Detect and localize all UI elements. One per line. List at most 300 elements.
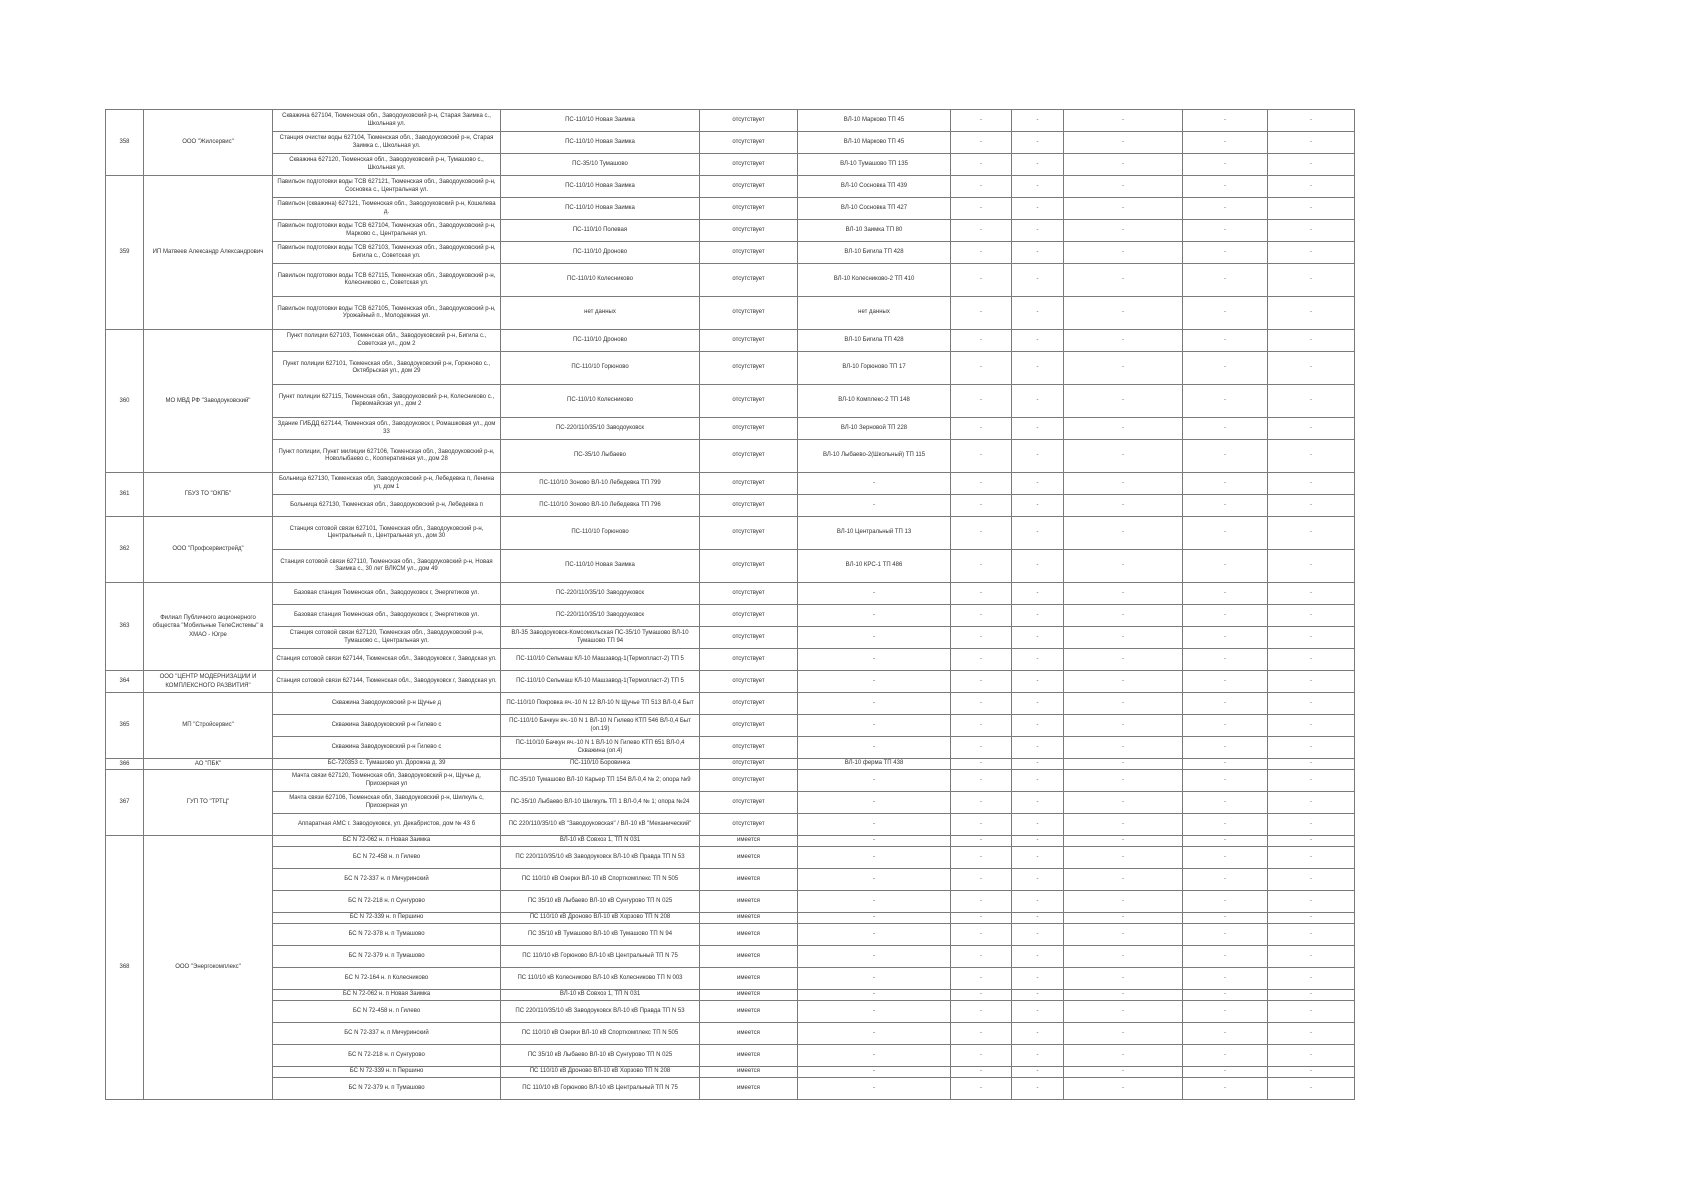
object-address-cell: БС N 72-379 н. п Тумашово xyxy=(273,1078,501,1100)
table-row xyxy=(106,352,1355,385)
substation-cell: ПС 110/10 кВ Колесниково ВЛ-10 кВ Колесниково ТП N 003 xyxy=(501,968,700,990)
empty-dash-cell: - xyxy=(1268,110,1355,132)
empty-dash-cell: - xyxy=(1268,352,1355,385)
empty-dash-cell: - xyxy=(1012,891,1064,913)
table-row xyxy=(106,517,1355,550)
empty-dash-cell: - xyxy=(951,1045,1012,1067)
empty-dash-cell: - xyxy=(1012,352,1064,385)
empty-dash-cell: - xyxy=(1183,1001,1268,1023)
row-number-cell: 363 xyxy=(106,583,144,671)
empty-dash-cell: - xyxy=(1268,385,1355,418)
status-cell: имеется xyxy=(700,913,798,924)
empty-dash-cell: - xyxy=(1183,770,1268,792)
substation-cell: ПС-110/10 Горюново xyxy=(501,517,700,550)
status-cell: имеется xyxy=(700,924,798,946)
substation-cell: ВЛ-35 Заводоуковск-Комсомольская ПС-35/10 Тумашово ВЛ-10 Тумашово ТП 94 xyxy=(501,627,700,649)
substation-cell: ПС-35/10 Лыбаево ВЛ-10 Шилкуль ТП 1 ВЛ-0,4 № 1; опора №24 xyxy=(501,792,700,814)
power-line-cell: нет данных xyxy=(798,297,951,330)
object-address-cell: БС N 72-062 н. п Новая Заимка xyxy=(273,990,501,1001)
power-line-cell: - xyxy=(798,693,951,715)
power-line-cell: - xyxy=(798,649,951,671)
empty-dash-cell: - xyxy=(951,759,1012,770)
object-address-cell: Базовая станция Тюменская обл., Заводоуковск г, Энергетиков ул. xyxy=(273,583,501,605)
empty-dash-cell: - xyxy=(951,770,1012,792)
status-cell: отсутствует xyxy=(700,132,798,154)
power-line-cell: ВЛ-10 Бигила ТП 428 xyxy=(798,330,951,352)
empty-dash-cell: - xyxy=(951,715,1012,737)
table-row xyxy=(106,440,1355,473)
status-cell: имеется xyxy=(700,836,798,847)
object-address-cell: Павильон подготовки воды ТСВ 627103, Тюменская обл., Заводоуковский р-н, Бигила с., Советская ул. xyxy=(273,242,501,264)
table-row xyxy=(106,671,1355,693)
empty-dash-cell: - xyxy=(951,627,1012,649)
table-row xyxy=(106,792,1355,814)
empty-dash-cell: - xyxy=(1064,968,1183,990)
empty-dash-cell: - xyxy=(1064,297,1183,330)
empty-dash-cell: - xyxy=(1183,671,1268,693)
empty-dash-cell: - xyxy=(1012,110,1064,132)
empty-dash-cell: - xyxy=(1012,1023,1064,1045)
empty-dash-cell: - xyxy=(1012,605,1064,627)
table-row xyxy=(106,198,1355,220)
empty-dash-cell: - xyxy=(1012,671,1064,693)
object-address-cell: БС N 72-379 н. п Тумашово xyxy=(273,946,501,968)
status-cell: отсутствует xyxy=(700,198,798,220)
empty-dash-cell: - xyxy=(951,220,1012,242)
empty-dash-cell: - xyxy=(1064,715,1183,737)
status-cell: отсутствует xyxy=(700,671,798,693)
empty-dash-cell: - xyxy=(951,132,1012,154)
empty-dash-cell: - xyxy=(1064,264,1183,297)
status-cell: отсутствует xyxy=(700,715,798,737)
empty-dash-cell: - xyxy=(951,913,1012,924)
status-cell: имеется xyxy=(700,847,798,869)
substation-cell: нет данных xyxy=(501,297,700,330)
empty-dash-cell: - xyxy=(951,891,1012,913)
substation-cell: ПС-220/110/35/10 Заводоуковск xyxy=(501,583,700,605)
organization-cell: ГБУЗ ТО "ОКПБ" xyxy=(144,473,273,517)
empty-dash-cell: - xyxy=(1183,1045,1268,1067)
empty-dash-cell: - xyxy=(1012,847,1064,869)
substation-cell: ПС 110/10 кВ Озерки ВЛ-10 кВ Спорткомплекс ТП N 505 xyxy=(501,869,700,891)
empty-dash-cell: - xyxy=(1064,583,1183,605)
object-address-cell: Скважина Заводоуковский р-н Гилево с xyxy=(273,737,501,759)
substation-cell: ПС 220/110/35/10 кВ Заводоуковск ВЛ-10 кВ Правда ТП N 53 xyxy=(501,847,700,869)
empty-dash-cell: - xyxy=(951,1001,1012,1023)
empty-dash-cell: - xyxy=(951,1078,1012,1100)
empty-dash-cell: - xyxy=(1064,1067,1183,1078)
empty-dash-cell: - xyxy=(1268,715,1355,737)
power-line-cell: ВЛ-10 ферма ТП 438 xyxy=(798,759,951,770)
empty-dash-cell: - xyxy=(951,176,1012,198)
empty-dash-cell: - xyxy=(1012,550,1064,583)
substation-cell: ПС 35/10 кВ Лыбаево ВЛ-10 кВ Сунгурово ТП N 025 xyxy=(501,1045,700,1067)
empty-dash-cell: - xyxy=(1064,891,1183,913)
substation-cell: ПС 220/110/35/10 кВ "Заводоуковская" / ВЛ-10 кВ "Механический" xyxy=(501,814,700,836)
table-row xyxy=(106,946,1355,968)
table-row xyxy=(106,847,1355,869)
empty-dash-cell: - xyxy=(951,517,1012,550)
table-row xyxy=(106,770,1355,792)
empty-dash-cell: - xyxy=(1268,627,1355,649)
status-cell: отсутствует xyxy=(700,418,798,440)
table-row xyxy=(106,550,1355,583)
empty-dash-cell: - xyxy=(1012,473,1064,495)
empty-dash-cell: - xyxy=(1183,836,1268,847)
empty-dash-cell: - xyxy=(1183,418,1268,440)
status-cell: отсутствует xyxy=(700,737,798,759)
empty-dash-cell: - xyxy=(1064,693,1183,715)
substation-cell: ПС 35/10 кВ Тумашово ВЛ-10 кВ Тумашово ТП N 94 xyxy=(501,924,700,946)
empty-dash-cell: - xyxy=(1012,792,1064,814)
object-address-cell: Аппаратная АМС г. Заводоуковск, ул. Декабристов, дом № 43 б xyxy=(273,814,501,836)
empty-dash-cell: - xyxy=(1268,1001,1355,1023)
substation-cell: ПС-110/10 Полевая xyxy=(501,220,700,242)
power-line-cell: - xyxy=(798,770,951,792)
status-cell: отсутствует xyxy=(700,550,798,583)
empty-dash-cell: - xyxy=(1064,198,1183,220)
organization-cell: ООО "Профсервистрейд" xyxy=(144,517,273,583)
substation-cell: ПС-110/10 Сельмаш КЛ-10 Машзавод-1(Термопласт-2) ТП 5 xyxy=(501,649,700,671)
row-number-cell: 368 xyxy=(106,836,144,1100)
object-address-cell: Пункт полиции 627103, Тюменская обл., Заводоуковский р-н, Бигила с., Советская ул., дом 2 xyxy=(273,330,501,352)
table-row xyxy=(106,385,1355,418)
empty-dash-cell: - xyxy=(1183,627,1268,649)
organization-cell: ООО "ЦЕНТР МОДЕРНИЗАЦИИ И КОМПЛЕКСНОГО РАЗВИТИЯ" xyxy=(144,671,273,693)
empty-dash-cell: - xyxy=(1268,946,1355,968)
empty-dash-cell: - xyxy=(1064,1078,1183,1100)
status-cell: отсутствует xyxy=(700,770,798,792)
status-cell: отсутствует xyxy=(700,583,798,605)
empty-dash-cell: - xyxy=(1064,814,1183,836)
object-address-cell: Пункт полиции 627101, Тюменская обл., Заводоуковский р-н, Горюново с., Октябрьская ул., дом 29 xyxy=(273,352,501,385)
empty-dash-cell: - xyxy=(1183,990,1268,1001)
object-address-cell: Станция сотовой связи 627144, Тюменская обл., Заводоуковск г, Заводская ул. xyxy=(273,671,501,693)
empty-dash-cell: - xyxy=(1064,440,1183,473)
empty-dash-cell: - xyxy=(1012,330,1064,352)
row-number-cell: 367 xyxy=(106,770,144,836)
power-line-cell: - xyxy=(798,737,951,759)
empty-dash-cell: - xyxy=(1183,517,1268,550)
empty-dash-cell: - xyxy=(1268,132,1355,154)
empty-dash-cell: - xyxy=(1183,1023,1268,1045)
substation-cell: ПС-110/10 Дроново xyxy=(501,242,700,264)
power-line-cell: - xyxy=(798,814,951,836)
empty-dash-cell: - xyxy=(951,792,1012,814)
table-row xyxy=(106,1078,1355,1100)
status-cell: отсутствует xyxy=(700,693,798,715)
status-cell: отсутствует xyxy=(700,627,798,649)
empty-dash-cell: - xyxy=(1012,495,1064,517)
empty-dash-cell: - xyxy=(1183,1067,1268,1078)
substation-cell: ПС-110/10 Бачкун яч.-10 N 1 ВЛ-10 N Гилево КТП 651 ВЛ-0,4 Скважина (оп.4) xyxy=(501,737,700,759)
empty-dash-cell: - xyxy=(1064,847,1183,869)
empty-dash-cell: - xyxy=(1012,946,1064,968)
object-address-cell: Станция сотовой связи 627120, Тюменская обл., Заводоуковский р-н, Тумашово с., Центральная ул. xyxy=(273,627,501,649)
empty-dash-cell: - xyxy=(1268,792,1355,814)
table-row xyxy=(106,814,1355,836)
table-row xyxy=(106,1045,1355,1067)
substation-cell: ПС-110/10 Новая Заимка xyxy=(501,176,700,198)
object-address-cell: БС N 72-218 н. п Сунгурово xyxy=(273,1045,501,1067)
empty-dash-cell: - xyxy=(1183,891,1268,913)
status-cell: отсутствует xyxy=(700,110,798,132)
empty-dash-cell: - xyxy=(951,649,1012,671)
empty-dash-cell: - xyxy=(1064,869,1183,891)
empty-dash-cell: - xyxy=(1183,132,1268,154)
object-address-cell: Пункт полиции 627115, Тюменская обл., Заводоуковский р-н, Колесниково с., Первомайская ул., дом 2 xyxy=(273,385,501,418)
empty-dash-cell: - xyxy=(1183,495,1268,517)
power-line-cell: - xyxy=(798,1023,951,1045)
substation-cell: ПС-110/10 Сельмаш КЛ-10 Машзавод-1(Термопласт-2) ТП 5 xyxy=(501,671,700,693)
empty-dash-cell: - xyxy=(1268,770,1355,792)
object-address-cell: Павильон (скважина) 627121, Тюменская обл., Заводоуковский р-н, Кошелева д. xyxy=(273,198,501,220)
empty-dash-cell: - xyxy=(1012,836,1064,847)
power-line-cell: - xyxy=(798,671,951,693)
power-line-cell: ВЛ-10 Центральный ТП 13 xyxy=(798,517,951,550)
object-address-cell: БС N 72-339 н. п Першино xyxy=(273,913,501,924)
empty-dash-cell: - xyxy=(1268,968,1355,990)
power-line-cell: ВЛ-10 Марково ТП 45 xyxy=(798,132,951,154)
empty-dash-cell: - xyxy=(1268,176,1355,198)
table-row xyxy=(106,715,1355,737)
empty-dash-cell: - xyxy=(951,385,1012,418)
empty-dash-cell: - xyxy=(1268,814,1355,836)
empty-dash-cell: - xyxy=(1064,1023,1183,1045)
power-line-cell: - xyxy=(798,836,951,847)
empty-dash-cell: - xyxy=(1268,330,1355,352)
substation-cell: ПС-110/10 Покровка яч.-10 N 12 ВЛ-10 N Щучье ТП 513 ВЛ-0,4 Быт xyxy=(501,693,700,715)
status-cell: отсутствует xyxy=(700,605,798,627)
empty-dash-cell: - xyxy=(1064,418,1183,440)
empty-dash-cell: - xyxy=(1064,330,1183,352)
empty-dash-cell: - xyxy=(951,693,1012,715)
empty-dash-cell: - xyxy=(951,110,1012,132)
empty-dash-cell: - xyxy=(1064,220,1183,242)
empty-dash-cell: - xyxy=(1012,220,1064,242)
power-line-cell: ВЛ-10 Сосновка ТП 427 xyxy=(798,198,951,220)
empty-dash-cell: - xyxy=(1012,418,1064,440)
power-line-cell: - xyxy=(798,715,951,737)
empty-dash-cell: - xyxy=(1268,154,1355,176)
empty-dash-cell: - xyxy=(1268,264,1355,297)
organization-cell: АО "ПБК" xyxy=(144,759,273,770)
power-line-cell: - xyxy=(798,1045,951,1067)
empty-dash-cell: - xyxy=(1268,1067,1355,1078)
empty-dash-cell: - xyxy=(951,583,1012,605)
empty-dash-cell: - xyxy=(951,671,1012,693)
empty-dash-cell: - xyxy=(1183,924,1268,946)
substation-cell: ПС 110/10 кВ Горюново ВЛ-10 кВ Центральный ТП N 75 xyxy=(501,946,700,968)
row-number-cell: 362 xyxy=(106,517,144,583)
table-row xyxy=(106,264,1355,297)
object-address-cell: БС N 72-378 н. п Тумашово xyxy=(273,924,501,946)
object-address-cell: БС N 72-337 н. п Мичуринский xyxy=(273,869,501,891)
object-address-cell: Скважина 627104, Тюменская обл., Заводоуковский р-н, Старая Заимка с., Школьная ул. xyxy=(273,110,501,132)
empty-dash-cell: - xyxy=(1268,836,1355,847)
empty-dash-cell: - xyxy=(1012,737,1064,759)
empty-dash-cell: - xyxy=(1012,693,1064,715)
substation-cell: ПС-110/10 Дроново xyxy=(501,330,700,352)
empty-dash-cell: - xyxy=(951,990,1012,1001)
organization-cell: ИП Матвеев Александр Александрович xyxy=(144,176,273,330)
table-row xyxy=(106,1023,1355,1045)
data-table xyxy=(105,109,1355,1100)
empty-dash-cell: - xyxy=(1183,759,1268,770)
empty-dash-cell: - xyxy=(951,1023,1012,1045)
empty-dash-cell: - xyxy=(951,814,1012,836)
table-row xyxy=(106,418,1355,440)
organization-cell: Филиал Публичного акционерного общества "Мобильные ТелеСистемы" в ХМАО - Югре xyxy=(144,583,273,671)
empty-dash-cell: - xyxy=(1183,352,1268,385)
empty-dash-cell: - xyxy=(1268,198,1355,220)
document-sheet xyxy=(105,109,1355,1100)
table-row xyxy=(106,132,1355,154)
object-address-cell: Павильон подготовки воды ТСВ 627105, Тюменская обл., Заводоуковский р-н, Урожайный п., Молодежная ул. xyxy=(273,297,501,330)
empty-dash-cell: - xyxy=(1183,649,1268,671)
power-line-cell: ВЛ-10 Горюново ТП 17 xyxy=(798,352,951,385)
status-cell: отсутствует xyxy=(700,495,798,517)
object-address-cell: БС N 72-164 н. п Колесниково xyxy=(273,968,501,990)
table-row xyxy=(106,297,1355,330)
table-row xyxy=(106,759,1355,770)
status-cell: имеется xyxy=(700,869,798,891)
table-row xyxy=(106,242,1355,264)
empty-dash-cell: - xyxy=(1064,946,1183,968)
substation-cell: ПС 110/10 кВ Дроново ВЛ-10 кВ Хорзово ТП N 208 xyxy=(501,1067,700,1078)
power-line-cell: - xyxy=(798,627,951,649)
power-line-cell: ВЛ-10 Зерновой ТП 228 xyxy=(798,418,951,440)
empty-dash-cell: - xyxy=(1064,242,1183,264)
power-line-cell: ВЛ-10 Сосновка ТП 439 xyxy=(798,176,951,198)
empty-dash-cell: - xyxy=(1268,924,1355,946)
empty-dash-cell: - xyxy=(1268,759,1355,770)
empty-dash-cell: - xyxy=(1064,792,1183,814)
power-line-cell: - xyxy=(798,869,951,891)
object-address-cell: Здание ГИБДД 627144, Тюменская обл., Заводоуковск г, Ромашковая ул., дом 33 xyxy=(273,418,501,440)
power-line-cell: - xyxy=(798,473,951,495)
empty-dash-cell: - xyxy=(1268,1045,1355,1067)
status-cell: имеется xyxy=(700,990,798,1001)
empty-dash-cell: - xyxy=(1183,869,1268,891)
empty-dash-cell: - xyxy=(1183,946,1268,968)
status-cell: отсутствует xyxy=(700,264,798,297)
object-address-cell: Больница 627130, Тюменская обл., Заводоуковский р-н, Лебедевка п xyxy=(273,495,501,517)
empty-dash-cell: - xyxy=(1012,924,1064,946)
table-row xyxy=(106,154,1355,176)
status-cell: отсутствует xyxy=(700,440,798,473)
organization-cell: МП "Стройсервис" xyxy=(144,693,273,759)
substation-cell: ПС-220/110/35/10 Заводоуковск xyxy=(501,418,700,440)
empty-dash-cell: - xyxy=(951,264,1012,297)
empty-dash-cell: - xyxy=(1064,495,1183,517)
empty-dash-cell: - xyxy=(1183,847,1268,869)
empty-dash-cell: - xyxy=(1268,242,1355,264)
empty-dash-cell: - xyxy=(951,550,1012,583)
substation-cell: ПС-110/10 Бачкун яч.-10 N 1 ВЛ-10 N Гилево КТП 546 ВЛ-0,4 Быт (оп.19) xyxy=(501,715,700,737)
empty-dash-cell: - xyxy=(951,473,1012,495)
status-cell: имеется xyxy=(700,891,798,913)
empty-dash-cell: - xyxy=(1183,550,1268,583)
substation-cell: ПС-110/10 Зоново ВЛ-10 Лебедевка ТП 796 xyxy=(501,495,700,517)
status-cell: отсутствует xyxy=(700,242,798,264)
power-line-cell: - xyxy=(798,891,951,913)
table-row xyxy=(106,110,1355,132)
organization-cell: МО МВД РФ "Заводоуковский" xyxy=(144,330,273,473)
empty-dash-cell: - xyxy=(1012,440,1064,473)
power-line-cell: - xyxy=(798,605,951,627)
table-row xyxy=(106,473,1355,495)
substation-cell: ВЛ-10 кВ Совхоз 1, ТП N 031 xyxy=(501,836,700,847)
object-address-cell: БС N 72-062 н. п Новая Заимка xyxy=(273,836,501,847)
empty-dash-cell: - xyxy=(1012,1067,1064,1078)
object-address-cell: Скважина 627120, Тюменская обл., Заводоуковский р-н, Тумашово с., Школьная ул. xyxy=(273,154,501,176)
row-number-cell: 365 xyxy=(106,693,144,759)
empty-dash-cell: - xyxy=(1268,605,1355,627)
status-cell: имеется xyxy=(700,968,798,990)
empty-dash-cell: - xyxy=(1268,1023,1355,1045)
power-line-cell: ВЛ-10 КРС-1 ТП 486 xyxy=(798,550,951,583)
empty-dash-cell: - xyxy=(1012,990,1064,1001)
object-address-cell: Пункт полиции, Пункт милиции 627106, Тюменская обл., Заводоуковский р-н, Новолыбаево с., Кооперативная ул., дом 28 xyxy=(273,440,501,473)
substation-cell: ВЛ-10 кВ Совхоз 1, ТП N 031 xyxy=(501,990,700,1001)
empty-dash-cell: - xyxy=(1012,759,1064,770)
object-address-cell: Мачта связи 627120, Тюменская обл, Заводоуковский р-н, Щучье д, Приозерная ул xyxy=(273,770,501,792)
power-line-cell: ВЛ-10 Лыбаево-2(Школьный) ТП 115 xyxy=(798,440,951,473)
substation-cell: ПС-35/10 Тумашово ВЛ-10 Карьер ТП 154 ВЛ-0,4 № 2; опора №9 xyxy=(501,770,700,792)
empty-dash-cell: - xyxy=(1183,242,1268,264)
empty-dash-cell: - xyxy=(1064,385,1183,418)
substation-cell: ПС-110/10 Новая Заимка xyxy=(501,198,700,220)
empty-dash-cell: - xyxy=(1183,968,1268,990)
empty-dash-cell: - xyxy=(1183,110,1268,132)
table-row xyxy=(106,913,1355,924)
empty-dash-cell: - xyxy=(951,836,1012,847)
empty-dash-cell: - xyxy=(1183,220,1268,242)
empty-dash-cell: - xyxy=(1268,891,1355,913)
power-line-cell: - xyxy=(798,968,951,990)
empty-dash-cell: - xyxy=(1268,440,1355,473)
substation-cell: ПС 220/110/35/10 кВ Заводоуковск ВЛ-10 кВ Правда ТП N 53 xyxy=(501,1001,700,1023)
substation-cell: ПС-110/10 Новая Заимка xyxy=(501,132,700,154)
empty-dash-cell: - xyxy=(1183,693,1268,715)
empty-dash-cell: - xyxy=(1064,924,1183,946)
empty-dash-cell: - xyxy=(1012,176,1064,198)
power-line-cell: - xyxy=(798,583,951,605)
empty-dash-cell: - xyxy=(1268,550,1355,583)
empty-dash-cell: - xyxy=(1183,297,1268,330)
empty-dash-cell: - xyxy=(1064,110,1183,132)
empty-dash-cell: - xyxy=(1064,132,1183,154)
empty-dash-cell: - xyxy=(1183,154,1268,176)
empty-dash-cell: - xyxy=(1183,737,1268,759)
substation-cell: ПС 110/10 кВ Озерки ВЛ-10 кВ Спорткомплекс ТП N 505 xyxy=(501,1023,700,1045)
empty-dash-cell: - xyxy=(1268,913,1355,924)
object-address-cell: БС-720353 с. Тумашово ул. Дорожна д. 39 xyxy=(273,759,501,770)
empty-dash-cell: - xyxy=(1012,968,1064,990)
status-cell: имеется xyxy=(700,1078,798,1100)
empty-dash-cell: - xyxy=(951,330,1012,352)
empty-dash-cell: - xyxy=(1268,418,1355,440)
empty-dash-cell: - xyxy=(1183,440,1268,473)
empty-dash-cell: - xyxy=(951,242,1012,264)
status-cell: имеется xyxy=(700,1067,798,1078)
empty-dash-cell: - xyxy=(1064,627,1183,649)
empty-dash-cell: - xyxy=(951,198,1012,220)
status-cell: отсутствует xyxy=(700,759,798,770)
empty-dash-cell: - xyxy=(1064,550,1183,583)
empty-dash-cell: - xyxy=(1012,869,1064,891)
